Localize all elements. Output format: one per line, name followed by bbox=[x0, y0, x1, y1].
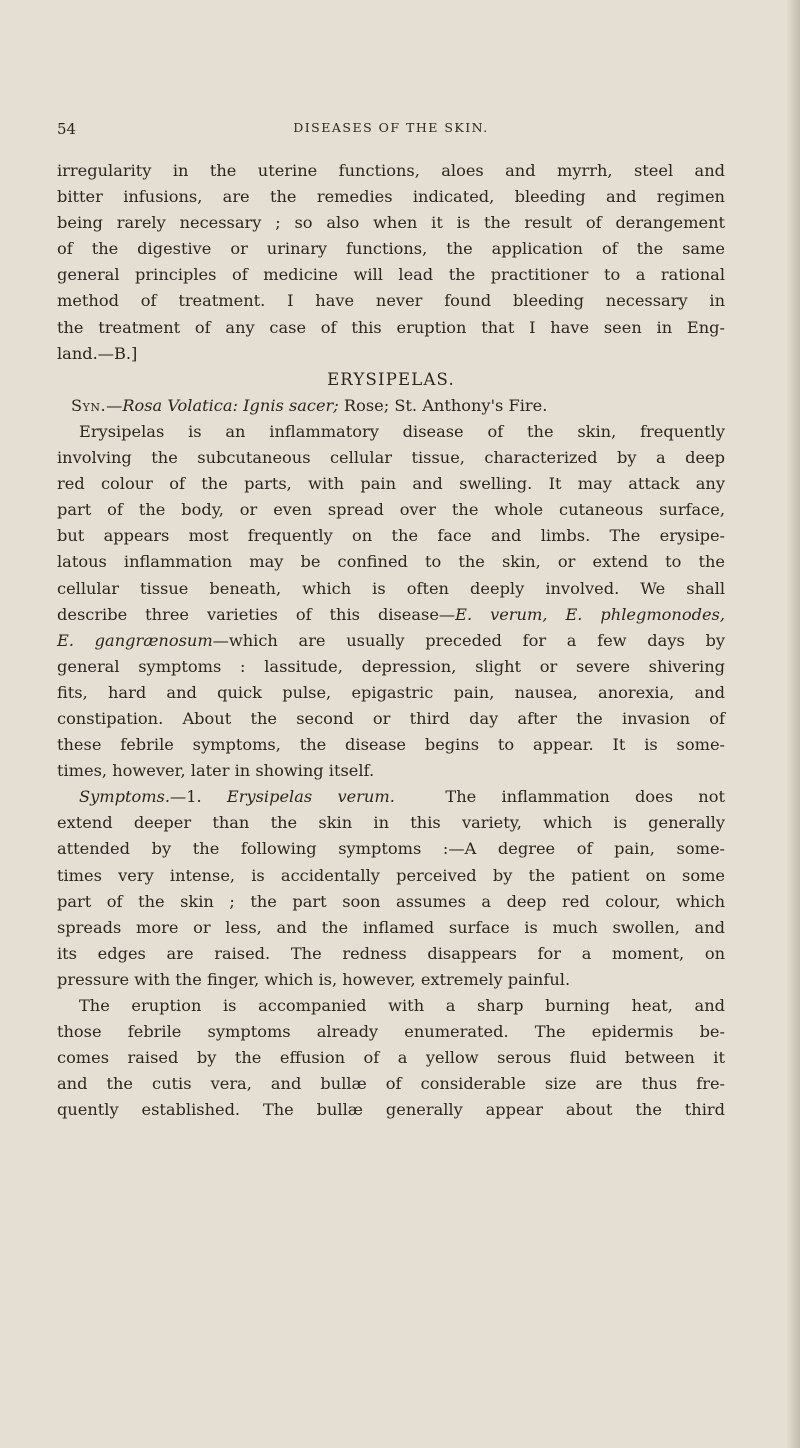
text-line: land.—B.] bbox=[57, 343, 138, 363]
running-head bbox=[57, 120, 725, 144]
text-line: spreads more or less, and the inflamed surface is much swollen, and bbox=[57, 917, 725, 937]
symptoms-label: Symptoms. bbox=[79, 787, 170, 807]
varieties-pre: describe three varieties of this disease— bbox=[57, 604, 456, 624]
body-text bbox=[57, 158, 725, 1123]
paragraph-start: Erysipelas is an inflammatory disease of the skin, frequently bbox=[79, 421, 725, 441]
text-line: the treatment of any case of this eruption that I have seen in Eng- bbox=[57, 317, 725, 337]
text-line: comes raised by the effusion of a yellow serous fluid between it bbox=[57, 1048, 725, 1068]
text-line: times very intense, is accidentally perceived by the patient on some bbox=[57, 865, 725, 885]
running-title: DISEASES OF THE SKIN. bbox=[293, 120, 489, 135]
page-number: 54 bbox=[57, 120, 77, 138]
variety-name: Erysipelas verum. bbox=[226, 787, 395, 807]
section-heading: ERYSIPELAS. bbox=[327, 369, 455, 389]
synonym-term: Rosa Volatica: bbox=[122, 395, 238, 415]
text-line: and the cutis vera, and bullæ of considerable size are thus fre- bbox=[57, 1074, 725, 1094]
text-line: pressure with the finger, which is, however, extremely painful. bbox=[57, 969, 571, 989]
text-line: constipation. About the second or third day after the invasion of bbox=[57, 708, 725, 728]
symptoms-number: —1. bbox=[170, 787, 202, 807]
text-line: irregularity in the uterine functions, aloes and myrrh, steel and bbox=[57, 161, 725, 180]
text-line: general symptoms : lassitude, depression, slight or severe shivering bbox=[57, 656, 725, 676]
text-line: its edges are raised. The redness disappears for a moment, on bbox=[57, 943, 725, 963]
variety-name: E. phlegmonodes, bbox=[565, 604, 725, 624]
text-line: times, however, later in showing itself. bbox=[57, 761, 375, 781]
text-line: part of the skin ; the part soon assumes a deep red colour, which bbox=[57, 891, 725, 911]
variety-name: E. gangrænosum bbox=[57, 630, 213, 650]
synonyms-line bbox=[57, 393, 725, 419]
text-line: bitter infusions, are the remedies indicated, bleeding and regimen bbox=[57, 187, 725, 207]
text-line: attended by the following symptoms :—A degree of pain, some- bbox=[57, 839, 725, 859]
page-edge-shadow bbox=[786, 0, 800, 1448]
symptoms-text: The inflammation does not bbox=[445, 787, 725, 807]
text-line: these febrile symptoms, the disease begins to appear. It is some- bbox=[57, 735, 725, 755]
synonym-term: Ignis sacer; bbox=[243, 395, 339, 415]
text-line: red colour of the parts, with pain and swelling. It may attack any bbox=[57, 474, 725, 494]
text-line: method of treatment. I have never found bleeding necessary in bbox=[57, 291, 725, 311]
text-line: part of the body, or even spread over the whole cutaneous surface, bbox=[57, 500, 725, 520]
varieties-line bbox=[57, 628, 725, 654]
symptoms-heading-line bbox=[57, 784, 725, 810]
text-line: quently established. The bullæ generally appear about the third bbox=[57, 1100, 725, 1120]
varieties-post: —which are usually preceded for a few days by bbox=[212, 630, 725, 650]
text-line: involving the subcutaneous cellular tissue, characterized by a deep bbox=[57, 448, 725, 468]
paragraph-start: The eruption is accompanied with a sharp burning heat, and bbox=[79, 996, 725, 1015]
synonyms-label: Syn. bbox=[71, 395, 107, 415]
text-line: latous inflammation may be confined to the skin, or extend to the bbox=[57, 552, 725, 572]
synonyms-rest: Rose; St. Anthony's Fire. bbox=[343, 395, 548, 415]
text-line: those febrile symptoms already enumerated. The epidermis be- bbox=[57, 1022, 725, 1042]
text-line: fits, hard and quick pulse, epigastric pain, nausea, anorexia, and bbox=[57, 682, 725, 702]
text-line: extend deeper than the skin in this variety, which is generally bbox=[57, 813, 725, 833]
text-line: being rarely necessary ; so also when it is the result of derangement bbox=[57, 213, 725, 233]
text-line: of the digestive or urinary functions, the application of the same bbox=[57, 239, 725, 259]
text-line: general principles of medicine will lead the practitioner to a rational bbox=[57, 265, 725, 285]
text-line: but appears most frequently on the face and limbs. The erysipe- bbox=[57, 526, 725, 546]
synonyms-dash: — bbox=[106, 395, 123, 415]
variety-name: E. verum, bbox=[455, 604, 548, 624]
text-line: cellular tissue beneath, which is often deeply involved. We shall bbox=[57, 578, 725, 598]
varieties-line bbox=[57, 602, 725, 628]
